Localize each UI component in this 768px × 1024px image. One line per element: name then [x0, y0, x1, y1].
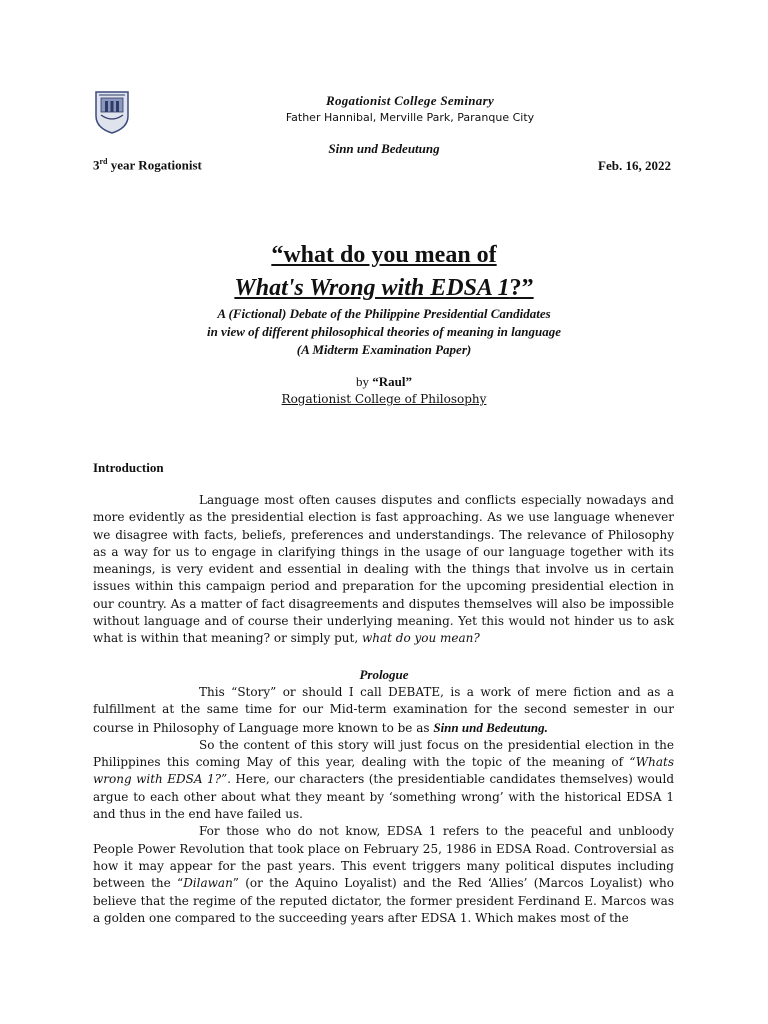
introduction-body [93, 492, 674, 648]
prologue-paragraph-1: This “Story” or should I call DEBATE, is a work of mere fiction and as a fulfillment at the same time for our Mid-term examination for the second semester in our course in Philosophy of Language more known to be as Sinn und Bedeutung. [93, 685, 674, 735]
introduction-heading: Introduction [93, 460, 164, 475]
prologue-course-name: Sinn und Bedeutung. [433, 719, 548, 735]
subtitle [0, 305, 768, 359]
year-number: 3 [93, 157, 100, 173]
prologue-topic-quote: “Whats wrong with EDSA 1?” [93, 755, 674, 787]
prologue-paragraph-3: For those who do not know, EDSA 1 refers to the peaceful and unbloody People Power Revolution that took place on February 25, 1986 in EDSA Road. Controversial as how it may appear for the past years. This event triggers many political disputes including between the “Dilawan” (or the Aquino Loyalist) and the Red ‘Allies’ (Marcos Loyalist) who believe that the regime of the reputed dictator, the former president Ferdinand E. Marcos was a golden one compared to the succeeding years after EDSA 1. Which makes most of the [93, 824, 674, 925]
prologue-dilawan: Dilawan [183, 876, 233, 891]
subtitle-line-2: in view of different philosophical theories of meaning in language [206, 324, 562, 339]
prologue-body [93, 684, 674, 927]
introduction-question: what do you mean? [361, 631, 480, 646]
prologue-paragraph-2: So the content of this story will just focus on the presidential election in the Philippines this coming May of this year, dealing with the topic of the meaning of “Whats wrong with EDSA 1?”. Here, our characters (the presidentiable candidates themselves) would argue to each other about what they meant by ‘something wrong’ with the historical EDSA 1 and thus in the end have failed us. [93, 737, 675, 822]
year-label: year Rogationist [107, 157, 202, 173]
introduction-paragraph: Language most often causes disputes and conflicts especially nowadays and more evidently as the presidential election is fast approaching. As we use language whenever we disagree with facts, beliefs, preferences and understandings. The relevance of Philosophy as a way for us to engage in clarifying things in the usage of our language together with its meanings, is very evident and essential in dealing with the things that involve us in certain issues within this campaign period and preparation for the upcoming presidential election in our country. As a matter of fact disagreements and disputes themselves will also be impossible without language and of course their underlying meaning. Yet this would not hinder us to ask what is within that meaning? or simply put, what do you mean? [93, 493, 674, 646]
subtitle-line-1: A (Fictional) Debate of the Philippine Presidential Candidates [217, 306, 551, 321]
title-line-2 [0, 275, 768, 302]
course-name: Sinn und Bedeutung [328, 141, 440, 156]
author-name: “Raul” [372, 374, 412, 389]
title-end: ?” [509, 275, 534, 301]
year-level [93, 157, 202, 173]
title-italic: What's Wrong with EDSA 1 [234, 275, 510, 301]
byline [0, 374, 768, 390]
college-name: Rogationist College of Philosophy [281, 392, 487, 406]
prologue-heading: Prologue [359, 667, 409, 682]
by-label: by [356, 374, 373, 389]
institution-address: Father Hannibal, Merville Park, Paranque City [285, 111, 535, 124]
year-ordinal: rd [99, 157, 108, 166]
institution-name: Rogationist College Seminary [325, 93, 495, 108]
subtitle-line-3: (A Midterm Examination Paper) [296, 342, 472, 357]
document-date: Feb. 16, 2022 [598, 158, 671, 173]
title-line-1: “what do you mean of [271, 242, 497, 268]
